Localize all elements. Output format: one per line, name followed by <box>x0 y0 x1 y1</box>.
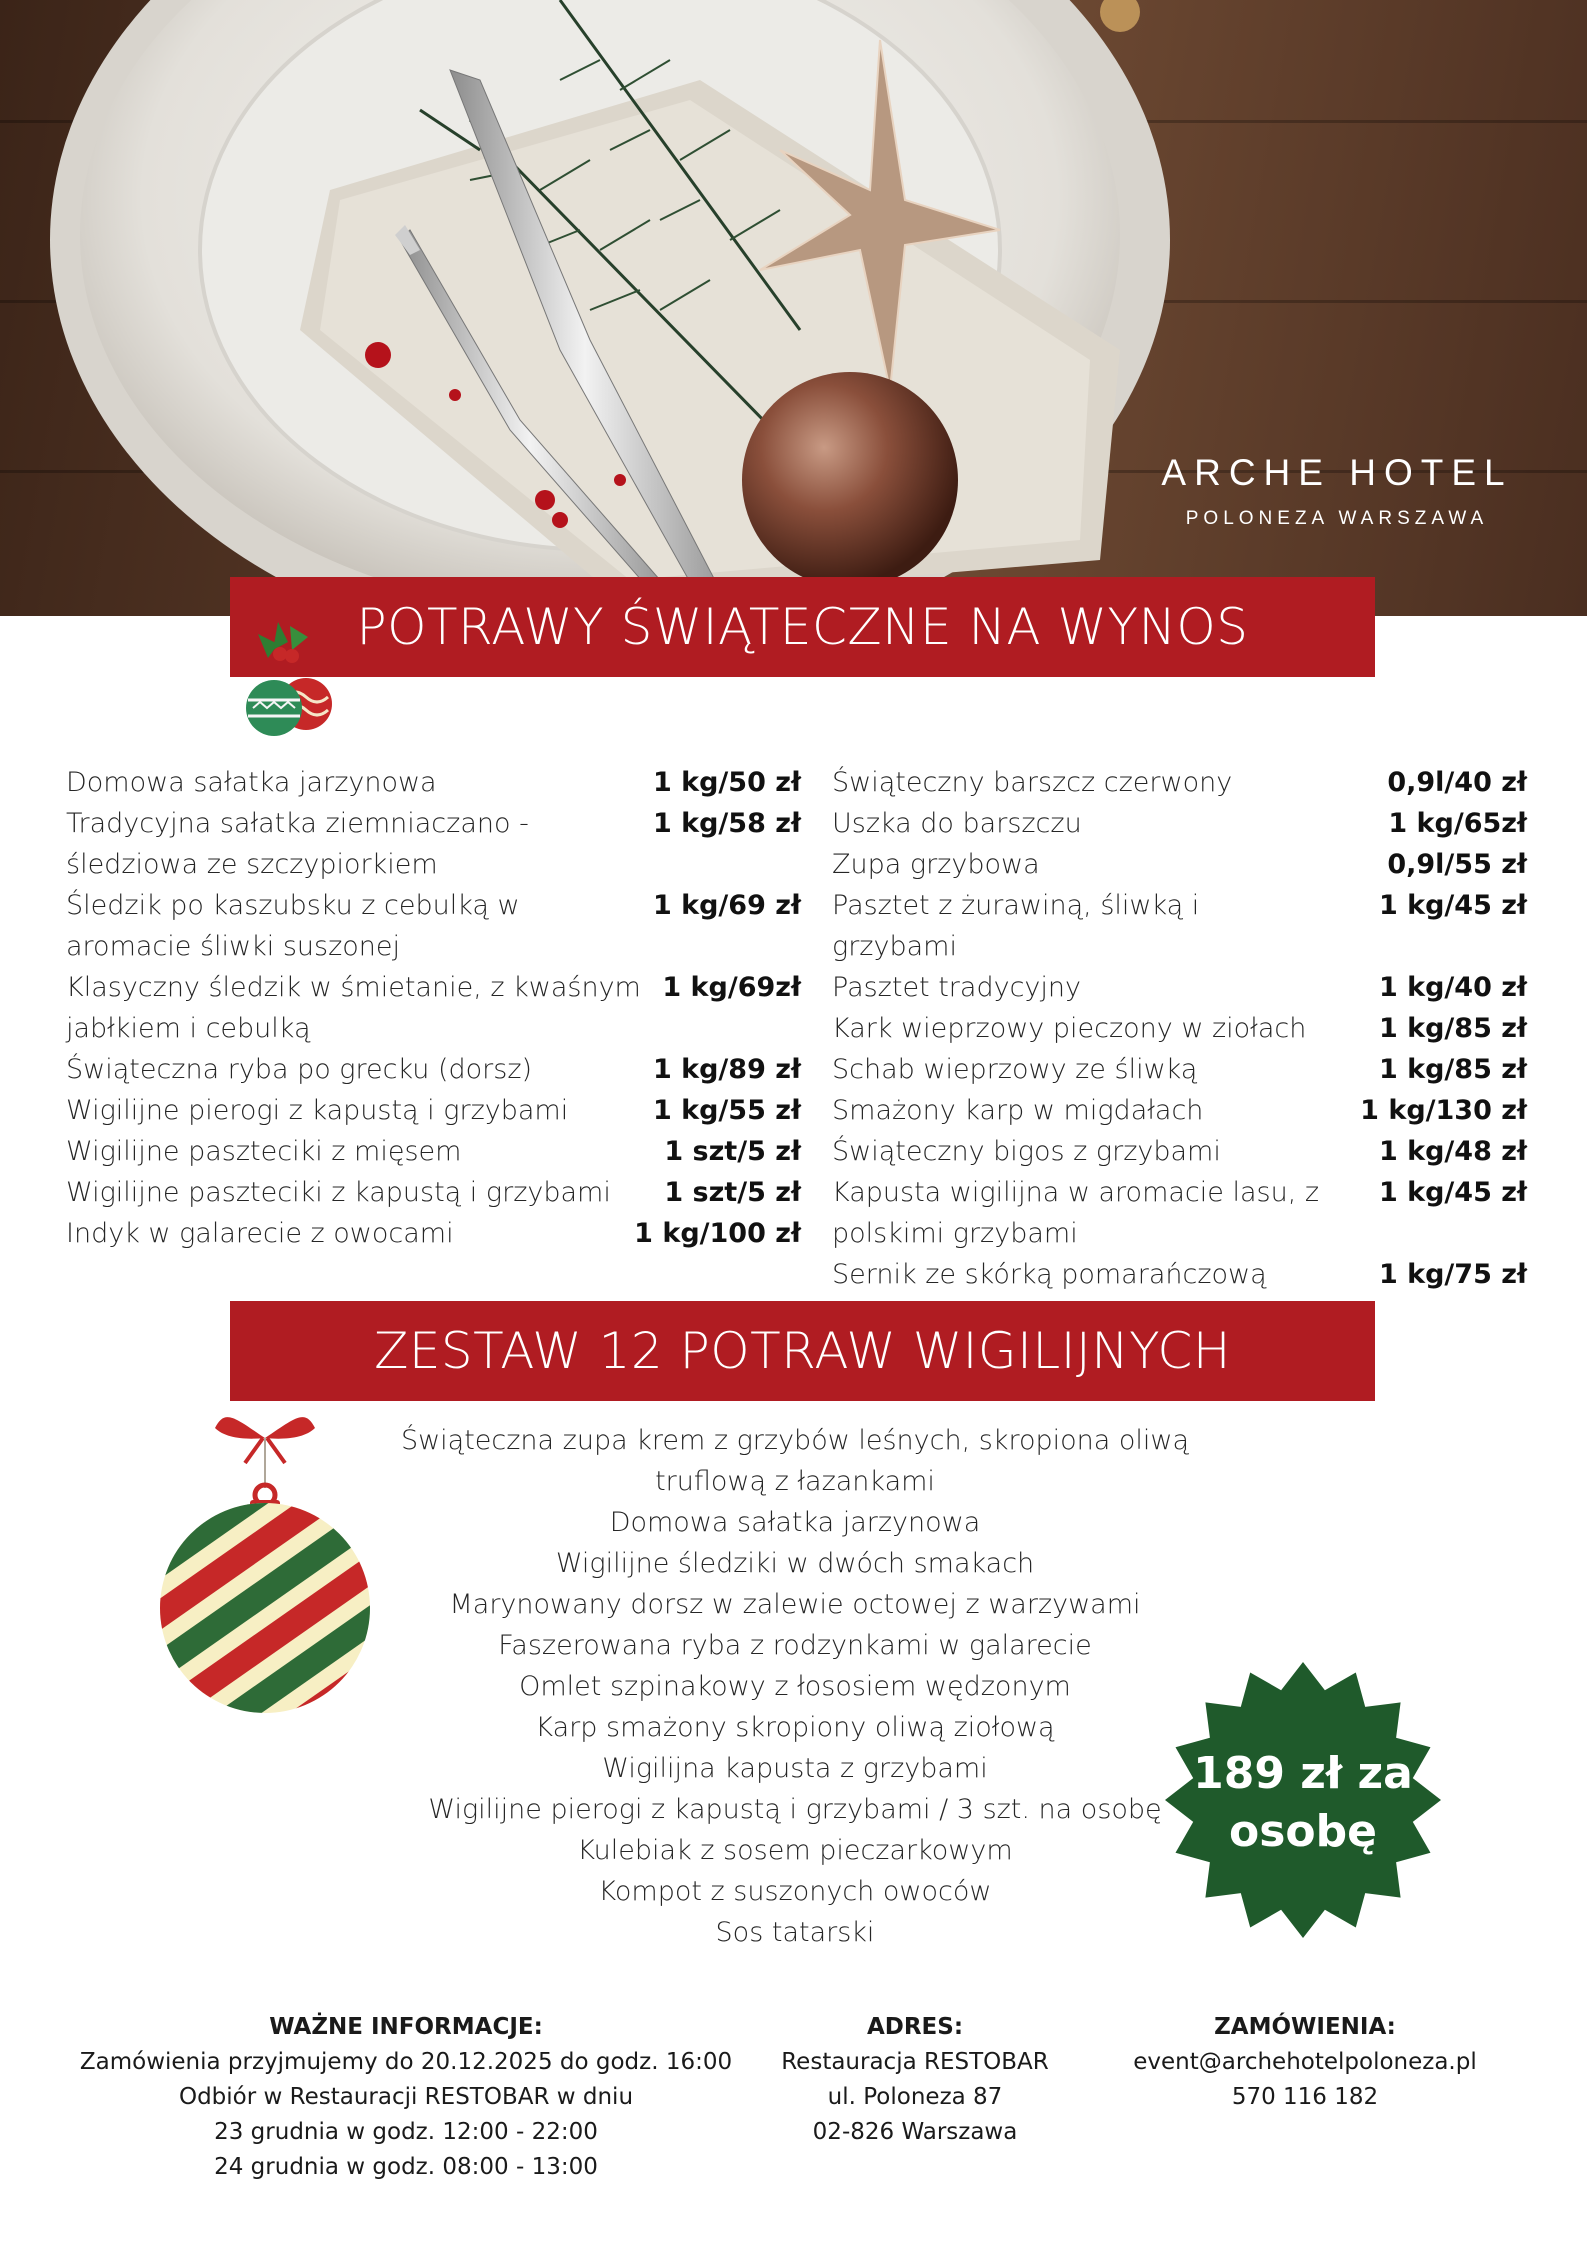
important-info-header: WAŻNE INFORMACJE: <box>269 2014 543 2040</box>
menu-item-dish: Sernik ze skórką pomarańczową <box>832 1259 1267 1290</box>
menu-item-dish: Pasztet tradycyjny <box>832 972 1081 1003</box>
important-info-line: Zamówienia przyjmujemy do 20.12.2025 do godz. 16:00 <box>79 2049 733 2075</box>
menu-item-price: 0,9l/40 zł <box>1387 767 1527 798</box>
holly-ornament-icon <box>228 612 348 742</box>
menu-item-dish: Wigilijne paszteciki z mięsem <box>66 1136 462 1167</box>
menu-item-price: 1 kg/45 zł <box>1378 890 1527 921</box>
set-item: Wigilijne pierogi z kapustą i grzybami / 3 szt. na osobę <box>428 1794 1162 1825</box>
address-line: 02-826 Warszawa <box>812 2119 1018 2145</box>
menu-item-dish: Kapusta wigilijna w aromacie lasu, z polskimi grzybami <box>832 1177 1320 1249</box>
set-item: Świąteczna zupa krem z grzybów leśnych, skropiona oliwą truflową z łazankami <box>400 1425 1190 1497</box>
menu-item-price: 1 kg/55 zł <box>652 1095 801 1126</box>
menu-item-dish: Klasyczny śledzik w śmietanie, z kwaśnym jabłkiem i cebulką <box>66 972 641 1044</box>
set-item: Omlet szpinakowy z łososiem wędzonym <box>519 1671 1071 1702</box>
menu-item-dish: Domowa sałatka jarzynowa <box>66 767 437 798</box>
hotel-location: POLONEZA WARSZAWA <box>1185 508 1489 529</box>
menu-item-price: 1 szt/5 zł <box>664 1136 801 1167</box>
menu-item <box>832 1008 1527 1049</box>
menu-item-price: 1 kg/48 zł <box>1378 1136 1527 1167</box>
set-item: Wigilijna kapusta z grzybami <box>602 1753 988 1784</box>
address-header: ADRES: <box>866 2014 964 2040</box>
menu-item-price: 1 kg/50 zł <box>652 767 801 798</box>
menu-item <box>832 803 1527 844</box>
set-item: Domowa sałatka jarzynowa <box>609 1507 981 1538</box>
menu-item-dish: Świąteczna ryba po grecku (dorsz) <box>66 1054 533 1085</box>
menu-item <box>66 762 801 803</box>
menu-item <box>832 1254 1527 1295</box>
set-item: Karp smażony skropiony oliwą ziołową <box>535 1712 1055 1743</box>
address-info <box>760 2010 1070 2150</box>
section-title-christmas-set: ZESTAW 12 POTRAW WIGILIJNYCH <box>230 1301 1375 1401</box>
menu-item <box>832 1172 1527 1254</box>
menu-item-dish: Tradycyjna sałatka ziemniaczano - śledziowa ze szczypiorkiem <box>66 808 529 880</box>
set-item: Kompot z suszonych owoców <box>598 1876 992 1907</box>
menu-item <box>832 1090 1527 1131</box>
orders-header: ZAMÓWIENIA: <box>1214 2014 1396 2040</box>
set-item: Marynowany dorsz w zalewie octowej z warzywami <box>449 1589 1141 1620</box>
set-price-amount: 189 zł za <box>1193 1748 1413 1799</box>
orders-phone[interactable]: 570 116 182 <box>1231 2084 1379 2110</box>
menu-item-dish: Świąteczny barszcz czerwony <box>832 767 1233 798</box>
menu-item-price: 1 kg/85 zł <box>1378 1013 1527 1044</box>
address-line: ul. Poloneza 87 <box>827 2084 1003 2110</box>
menu-item-price: 1 kg/85 zł <box>1378 1054 1527 1085</box>
christmas-set-list <box>330 1420 1260 1953</box>
menu-item <box>66 885 801 967</box>
menu-item-price: 0,9l/55 zł <box>1387 849 1527 880</box>
menu-item-price: 1 kg/65zł <box>1388 808 1527 839</box>
bronze-bauble-icon <box>742 372 958 588</box>
menu-item-dish: Zupa grzybowa <box>832 849 1040 880</box>
set-item: Faszerowana ryba z rodzynkami w galarecie <box>498 1630 1092 1661</box>
menu-item-price: 1 kg/130 zł <box>1360 1095 1527 1126</box>
menu-item-price: 1 kg/58 zł <box>652 808 801 839</box>
menu-item <box>66 1213 801 1254</box>
address-line: Restauracja RESTOBAR <box>781 2049 1049 2075</box>
menu-item <box>832 1049 1527 1090</box>
menu-item <box>832 967 1527 1008</box>
menu-item-dish: Uszka do barszczu <box>832 808 1082 839</box>
hero-photo <box>0 0 1587 616</box>
menu-column-right <box>832 762 1527 1295</box>
menu-item <box>66 1090 801 1131</box>
important-info-line: 23 grudnia w godz. 12:00 - 22:00 <box>214 2119 598 2145</box>
menu-item-dish: Smażony karp w migdałach <box>832 1095 1204 1126</box>
hotel-brand <box>1127 452 1547 530</box>
menu-item <box>66 803 801 885</box>
menu-item-dish: Świąteczny bigos z grzybami <box>832 1136 1221 1167</box>
menu-item <box>66 1049 801 1090</box>
menu-item <box>832 762 1527 803</box>
menu-item <box>66 1131 801 1172</box>
menu-item-price: 1 kg/89 zł <box>652 1054 801 1085</box>
orders-email[interactable]: event@archehotelpoloneza.pl <box>1133 2049 1477 2075</box>
menu-item-price: 1 kg/40 zł <box>1378 972 1527 1003</box>
set-item: Wigilijne śledziki w dwóch smakach <box>555 1548 1035 1579</box>
hotel-name: ARCHE HOTEL <box>1161 452 1513 493</box>
set-item: Kulebiak z sosem pieczarkowym <box>577 1835 1013 1866</box>
important-info-line: Odbiór w Restauracji RESTOBAR w dniu <box>178 2084 634 2110</box>
menu-item-price: 1 kg/69 zł <box>652 890 801 921</box>
menu-item-price: 1 kg/75 zł <box>1378 1259 1527 1290</box>
menu-column-left <box>66 762 801 1254</box>
menu-item-dish: Schab wieprzowy ze śliwką <box>832 1054 1198 1085</box>
menu-item-dish: Wigilijne pierogi z kapustą i grzybami <box>66 1095 569 1126</box>
set-price <box>1163 1745 1443 1861</box>
important-info-line: 24 grudnia w godz. 08:00 - 13:00 <box>214 2154 598 2180</box>
menu-item-dish: Śledzik po kaszubsku z cebulką w aromacie śliwki suszonej <box>66 890 520 962</box>
menu-item-dish: Pasztet z żurawiną, śliwką i grzybami <box>832 890 1200 962</box>
menu-item-dish: Kark wieprzowy pieczony w ziołach <box>832 1013 1307 1044</box>
section-title-takeaway: POTRAWY ŚWIĄTECZNE NA WYNOS <box>230 577 1375 677</box>
menu-item-price: 1 kg/100 zł <box>634 1218 801 1249</box>
menu-item-price: 1 kg/45 zł <box>1378 1177 1527 1208</box>
important-info <box>66 2010 746 2185</box>
menu-item-price: 1 szt/5 zł <box>664 1177 801 1208</box>
menu-item <box>832 1131 1527 1172</box>
menu-item <box>66 967 801 1049</box>
menu-item <box>832 885 1527 967</box>
set-item: Sos tatarski <box>715 1917 875 1948</box>
menu-item-price: 1 kg/69zł <box>662 972 801 1003</box>
menu-item-dish: Wigilijne paszteciki z kapustą i grzybami <box>66 1177 611 1208</box>
orders-info <box>1100 2010 1510 2115</box>
menu-item <box>832 844 1527 885</box>
menu-item <box>66 1172 801 1213</box>
menu-item-dish: Indyk w galarecie z owocami <box>66 1218 454 1249</box>
set-price-unit: osobę <box>1229 1806 1377 1857</box>
